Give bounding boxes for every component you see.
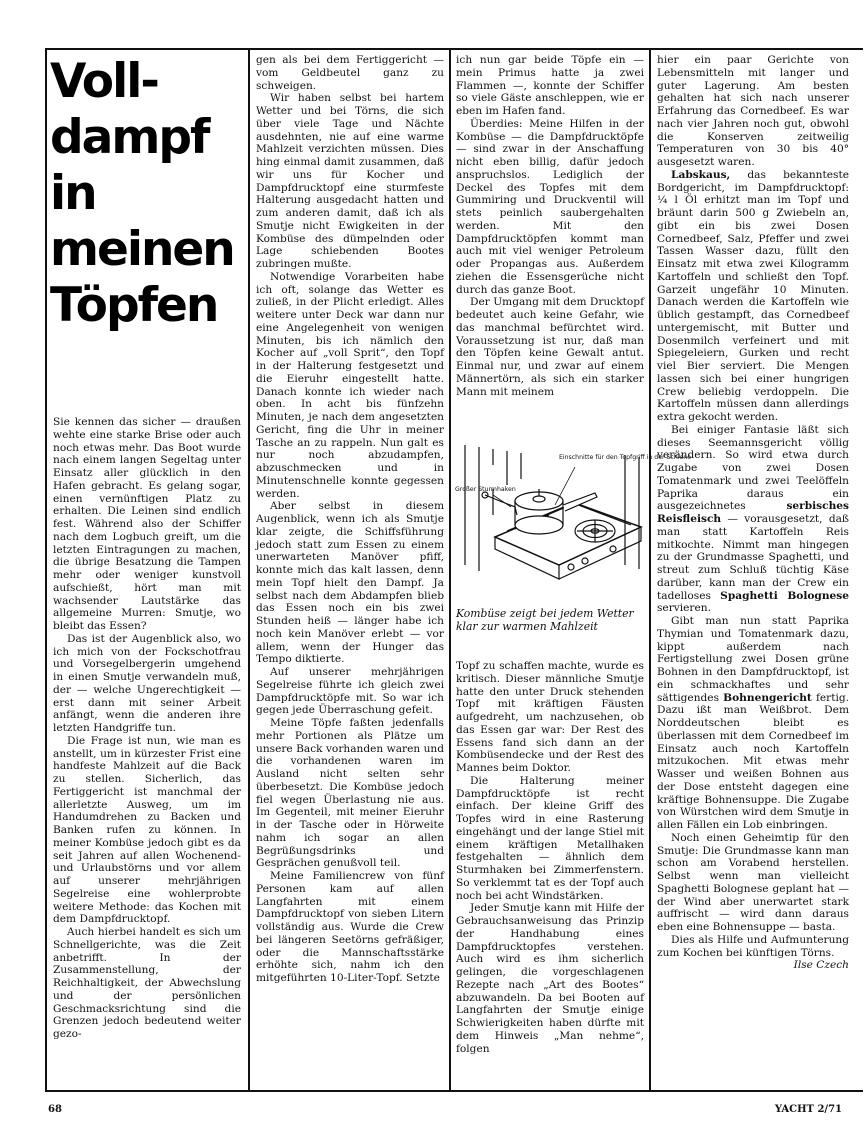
column-rule-2: [449, 48, 451, 1092]
recipe-text: das bekannteste Bordgericht, im Dampfdrucktopf: ¼ l Öl erhitzt man im Topf und bräunt darin 500 g Zwiebeln an, gibt ein bis zwei Dosen Cornedbeef, Salz, Pfeffer und zwei Tassen Wasser dazu, füllt den Einsatz mit etwa zwei Kilogramm Kartoffeln und schließt den Topf. Garzeit ungefähr 10 Minuten. Danach werden die Kartoffeln wie üblich gestampft, das Cornedbeef untergemischt, mit Butter und Dosenmilch verfeinert und mit Spiegeleiern, Gurken und recht viel Bier serviert. Die Mengen lassen sich bei einer hungrigen Crew beliebig verdoppeln. Die Kartoffeln müssen dann allerdings extra gekocht werden.: [657, 168, 849, 423]
recipe-name: serbisches Reisfleisch: [657, 500, 849, 525]
paragraph: Die Frage ist nun, wie man es anstellt, um in kürzester Frist eine handfeste Mahlzeit auf die Back zu stellen. Sicherlich, das Fertiggericht ist manchmal der allerletzte Ausweg, um im Handumdrehen zu Backen und Banken rufen zu können. In meiner Kombüse jedoch gibt es da seit Jahren auf allen Wochenend- und Urlaubstörns und vor allem auf unserer mehrjährigen Segelreise eine wohlerprobte weitere Methode: das Kochen mit dem Dampfdrucktopf.: [53, 734, 241, 926]
text-run: servieren.: [657, 602, 711, 615]
paragraph: Meine Töpfe faßten jedenfalls mehr Portionen als Plätze um unsere Back vorhanden waren und die vorhandenen waren im Ausland nicht selten sehr überbesetzt. Die Kombüse jedoch fiel wegen Überlastung nie aus. Im Gegenteil, mit meiner Eieruhr in der Tasche oder in Hörweite nahm ich sogar an allen Begrüßungsdrinks und Gesprächen genußvoll teil.: [256, 717, 444, 870]
column-rule-3: [649, 48, 651, 1092]
headline-line: Voll-: [50, 54, 158, 109]
text-run: fertig. Dazu ißt man Weißbrot. Dem Norddeutschen bleibt es überlassen mit dem Cornedbeef im Einsatz auch noch Kartoffeln mitzukochen. Mit etwas mehr Wasser und weißen Bohnen aus der Dose entsteht dagegen eine kräftige Bohnensuppe. Die Zugabe von Würstchen wird dem Smutje in allen Fällen ein Lob einbringen.: [657, 691, 850, 831]
headline-line: in: [50, 166, 96, 221]
paragraph-recipe-labskaus: [657, 169, 849, 424]
paragraph: Sie kennen das sicher — draußen wehte eine starke Brise oder auch noch etwas mehr. Das Boot wurde nach einem langen Segeltag unter Einsatz aller glücklich in den Hafen gebracht. Es gelang sogar, einen vernünftigen Platz zu erhalten. Die Leinen sind endlich fest. Während also der Schiffer nach dem Logbuch greift, um die letzten Eintragungen zu machen, die übrige Besatzung die Tampen mehr oder weniger kunstvoll aufschießt, hört man mit wachsender Lautstärke das allgemeine Murren: Smutje, wo bleibt das Essen?: [53, 416, 241, 632]
headline-line: dampf: [50, 110, 209, 165]
paragraph: Der Umgang mit dem Drucktopf bedeutet auch keine Gefahr, wie das manchmal befürchtet wird. Voraussetzung ist nur, daß man den Töpfen keine Gewalt antut. Einmal nur, und zwar auf einem Männertörn, als sich ein starker Mann mit meinem: [456, 296, 644, 398]
paragraph: hier ein paar Gerichte von Lebensmitteln mit langer und guter Lagerung. Am besten gehalten hat sich nach unserer Erfahrung das Cornedbeef. Es war nach vier Jahren noch gut, obwohl die Konserven zeitweilig Temperaturen von 30 bis 40° ausgesetzt waren.: [657, 54, 849, 168]
paragraph: Die Halterung meiner Dampfdrucktöpfe ist recht einfach. Der kleine Griff des Topfes wird in eine Rasterung eingehängt und der lange Stiel mit einem kräftigen Metallhaken festgehalten — ähnlich dem Sturmhaken bei Zimmerfenstern. So verklemmt tat es der Topf auch noch bei acht Windstärken.: [456, 774, 644, 902]
article-column-3-bottom: [456, 660, 644, 1088]
paragraph: Aber selbst in diesem Augenblick, wenn ich als Smutje klar zeigte, die Schiffsführung jedoch statt zum Essen zu einem unerwarteten Manöver pfiff, konnte mich das kalt lassen, denn mein Topf hielt den Dampf. Ja selbst nach dem Abdampfen blieb das Essen noch ein bis zwei Stunden heiß — länger habe ich noch kein Manöver erlebt — vor allem, wenn der Hunger das Tempo diktierte.: [256, 500, 444, 666]
figure-label-hook: Großer Sturmhaken: [455, 486, 516, 493]
paragraph: Notwendige Vorarbeiten habe ich oft, solange das Wetter es zuließ, in der Plicht erledigt. Alles weitere unter Deck war dann nur eine Angelegenheit von wenigen Minuten, bis ich nämlich den Kocher auf „voll Sprit“, den Topf in der Halterung festgesetzt und die Eieruhr eingestellt hatte. Danach konnte ich wieder nach oben. In acht bis fünfzehn Minuten, je nach dem angesetzten Gericht, fing die Uhr in meiner Tasche an zu rappeln. Nun galt es nur noch abzudampfen, abzuschmecken und in Minutenschnelle konnte gegessen werden.: [256, 270, 444, 500]
paragraph: Auf unserer mehrjährigen Segelreise führte ich gleich zwei Dampfdrucktöpfe mit. So war ich gegen jede Überraschung gefeit.: [256, 666, 444, 717]
paragraph: Das ist der Augenblick also, wo ich mich von der Fockschotfrau und Vorsegelbergerin umgehend in einen Smutje verwandeln muß, der — welche Ungerechtigkeit — erst dann mit seiner Arbeit anfängt, wenn die anderen ihre letzten Handgriffe tun.: [53, 632, 241, 734]
top-rule: [45, 48, 863, 50]
paragraph: ich nun gar beide Töpfe ein — mein Primus hatte ja zwei Flammen —, konnte der Schiffer so viele Gäste anschleppen, wie er eben im Hafen fand.: [456, 54, 644, 117]
figure-caption: Kombüse zeigt bei jedem Wetter klar zur warmen Mahlzeit: [456, 607, 634, 633]
author-byline: Ilse Czech: [793, 959, 849, 972]
recipe-name: Labskaus,: [671, 168, 731, 181]
left-rule: [45, 48, 47, 1092]
page-number: 68: [48, 1104, 62, 1115]
article-column-2: [256, 54, 444, 1088]
column-rule-1: [248, 48, 250, 1092]
paragraph: Auch hierbei handelt es sich um Schnellgerichte, was die Zeit anbetrifft. In der Zusammenstellung, der Reichhaltigkeit, der Abwechslung und der persönlichen Geschmacksrichtung sind die Grenzen jedoch bedeutend weiter gezo-: [53, 926, 241, 1040]
recipe-name: Bohnengericht: [723, 691, 812, 704]
recipe-name: Spaghetti Bolognese: [720, 589, 849, 602]
paragraph: Meine Familiencrew von fünf Personen kam auf allen Langfahrten mit einem Dampfdrucktopf von sieben Litern vollständig aus. Wurde die Crew bei längeren Seetörns gefräßiger, oder die Mannschaftsstärke erhöhte sich, nahm ich den mitgeführten 10-Liter-Topf. Setzte: [256, 870, 444, 984]
paragraph: gen als bei dem Fertiggericht — vom Geldbeutel ganz zu schweigen.: [256, 54, 444, 92]
figure-label-rail: Einschnitte für den Topfgriff in der Schiene: [559, 454, 691, 461]
text-run: Gibt man nun statt Paprika Thymian und Tomatenmark dazu, kippt außerdem nach Fertigstellung zwei Dosen grüne Bohnen in den Dampfdrucktopf, ist ein schmackhaftes und sehr sättigendes: [657, 615, 849, 704]
headline: [50, 54, 236, 334]
article-column-3-top: [456, 54, 644, 442]
galley-stove-illustration: [455, 445, 691, 591]
headline-line: Töpfen: [50, 278, 218, 333]
paragraph: Jeder Smutje kann mit Hilfe der Gebrauchsanweisung das Prinzip der Handhabung eines Dampfdrucktopfes verstehen. Auch wird es ihm sicherlich gelingen, die vorgeschlagenen Rezepte nach „Art des Bootes“ abzuwandeln. Da bei Booten auf Langfahrten der Smutje einige Schwierigkeiten haben dürfte mit dem Hinweis „Man nehme“, folgen: [456, 902, 644, 1055]
headline-line: meinen: [50, 222, 234, 277]
article-column-4: [657, 54, 849, 1088]
paragraph: Topf zu schaffen machte, wurde es kritisch. Dieser männliche Smutje hatte den unter Druck stehenden Topf mit kräftigen Fäusten aufgedreht, um nachzusehen, ob das Essen gar war: Der Rest des Essens fand sich dann an der Kombüsendecke und der Rest des Mannes beim Doktor.: [456, 660, 644, 774]
article-column-1: [53, 416, 241, 1088]
paragraph: Wir haben selbst bei hartem Wetter und bei Törns, die sich über viele Tage und Nächte ausdehnten, nie auf eine warme Mahlzeit verzichten müssen. Dies hing einmal damit zusammen, daß wir uns für Kocher und Dampfdrucktopf eine sturmfeste Halterung ausgedacht hatten und zum anderen damit, daß ich als Smutje nicht Ewigkeiten in der Kombüse des dümpelnden oder Lage schiebenden Bootes zubringen mußte.: [256, 92, 444, 270]
text-run: — vorausgesetzt, daß man statt Kartoffeln Reis mitkochte. Nimmt man hingegen zu der Grundmasse Spaghetti, und streut zum Schluß tüchtig Käse darüber, kann man der Crew ein tadelloses: [657, 513, 849, 602]
text-run: Bei einiger Fantasie läßt sich dieses Seemannsgericht völlig verändern. So wird etwa durch Zugabe von zwei Dosen Tomatenmark und zwei Teelöffeln Paprika daraus ein ausgezeichnetes: [657, 423, 849, 513]
paragraph: Überdies: Meine Hilfen in der Kombüse — die Dampfdrucktöpfe — sind zwar in der Anschaffung nicht eben billig, dafür jedoch anspruchslos. Lediglich der Deckel des Topfes mit dem Gummiring und Druckventil will stets peinlich saubergehalten werden. Mit den Dampfdrucktöpfen kommt man auch mit viel weniger Petroleum oder Propangas aus. Außerdem ziehen die Essensgerüche nicht durch das ganze Boot.: [456, 117, 644, 296]
bottom-rule: [45, 1090, 863, 1092]
paragraph-variations: [657, 424, 849, 615]
paragraph: Noch einen Geheimtip für den Smutje: Die Grundmasse kann man schon am Vorabend herstellen. Selbst wenn man vielleicht Spaghetti Bolognese geplant hat — der Wind aber unerwartet stark auffrischt — wird dann daraus eben eine Bohnensuppe — basta.: [657, 831, 849, 933]
paragraph-bean-dish: [657, 615, 849, 832]
issue-label: YACHT 2/71: [774, 1104, 842, 1115]
paragraph: Dies als Hilfe und Aufmunterung zum Kochen bei künftigen Törns.: [657, 933, 849, 959]
